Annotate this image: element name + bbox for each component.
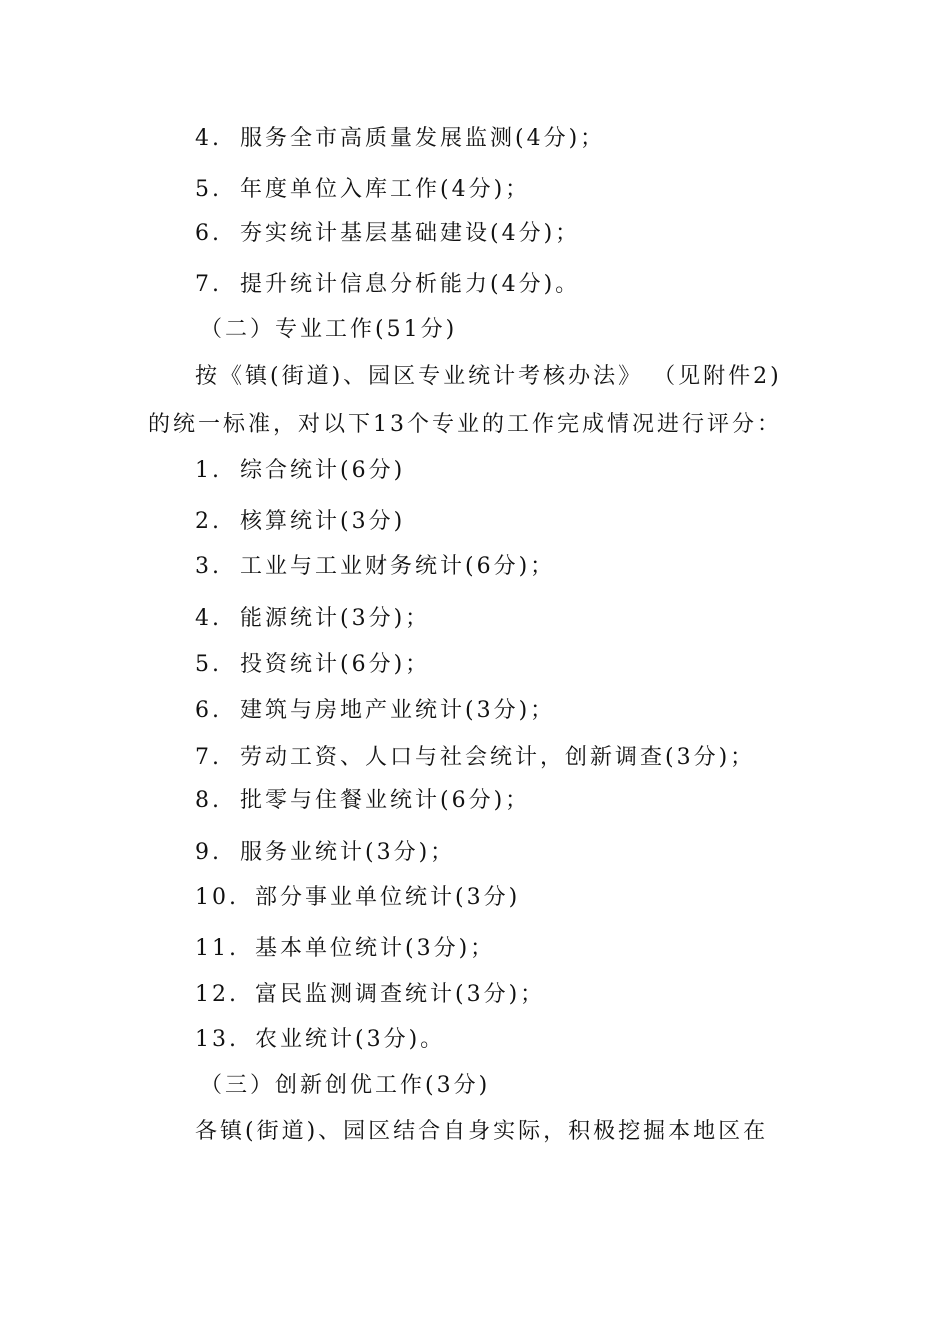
section-heading: （三）创新创优工作(3分) [200,1073,491,1098]
list-item [195,838,455,868]
list-item-text: 能源统计(3分)； [240,606,431,631]
list-item-number: 1. [195,458,222,483]
list-item-text: 核算统计(3分) [240,509,406,534]
list-item [195,743,755,773]
list-item [195,219,580,249]
list-item-text: 综合统计(6分) [240,458,406,483]
list-item-number: 9. [195,840,222,865]
list-item-number: 8. [195,788,222,813]
list-item-number: 4. [195,126,222,151]
list-item [195,934,495,964]
list-item-text: 部分事业单位统计(3分) [255,885,521,910]
list-item-number: 4. [195,606,222,631]
list-item-text: 投资统计(6分)； [240,652,431,677]
list-item-text: 服务业统计(3分)； [240,840,456,865]
list-item [195,507,405,537]
list-item-number: 6. [195,698,222,723]
list-item-number: 7. [195,745,222,770]
list-item-number: 5. [195,652,222,677]
list-item [195,980,545,1010]
list-item-number: 12. [195,982,239,1007]
list-item [195,650,430,680]
list-item [195,456,405,486]
list-item-text: 基本单位统计(3分)； [255,936,496,961]
list-item [195,604,430,634]
paragraph-line: 的统一标准，对以下13个专业的工作完成情况进行评分： [148,412,782,437]
list-item [195,552,555,582]
list-item-text: 富民监测调查统计(3分)； [255,982,546,1007]
section-heading: （二）专业工作(51分) [200,317,458,342]
list-item-text: 年度单位入库工作(4分)； [240,177,531,202]
list-item-number: 13. [195,1027,239,1052]
list-item-text: 农业统计(3分)。 [255,1027,446,1052]
list-item [195,883,520,913]
list-item-text: 提升统计信息分析能力(4分)。 [240,272,581,297]
list-item [195,270,580,300]
list-item-text: 批零与住餐业统计(6分)； [240,788,531,813]
list-item-number: 10. [195,885,239,910]
list-item [195,124,605,154]
list-item-number: 6. [195,221,222,246]
list-item [195,786,530,816]
list-item-number: 2. [195,509,222,534]
paragraph-line: 各镇(街道)、园区结合自身实际，积极挖掘本地区在 [195,1119,769,1144]
list-item-text: 服务全市高质量发展监测(4分)； [240,126,606,151]
list-item-number: 5. [195,177,222,202]
list-item-text: 夯实统计基层基础建设(4分)； [240,221,581,246]
list-item-number: 3. [195,554,222,579]
list-item-number: 11. [195,936,239,961]
list-item-text: 工业与工业财务统计(6分)； [240,554,556,579]
list-item-text: 建筑与房地产业统计(3分)； [240,698,556,723]
list-item [195,696,555,726]
list-item-number: 7. [195,272,222,297]
list-item [195,175,530,205]
list-item [195,1025,445,1055]
list-item-text: 劳动工资、人口与社会统计，创新调查(3分)； [240,745,756,770]
paragraph-line: 按《镇(街道)、园区专业统计考核办法》 （见附件2) [195,364,782,389]
